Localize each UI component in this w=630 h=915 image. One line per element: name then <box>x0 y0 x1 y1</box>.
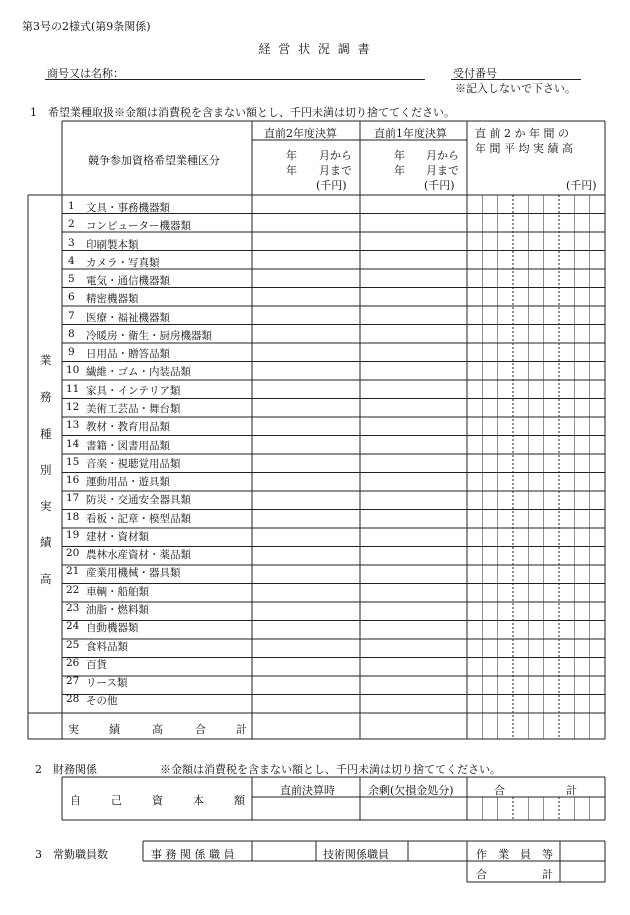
row-label: 教材・教育用品類 <box>86 421 170 433</box>
equity-label-char: 資 <box>152 794 163 807</box>
section1-heading: 1 希望業種取扱※金額は消費税を含まない額とし、千円未満は切り捨ててください。 <box>30 106 455 119</box>
row-number: 21 <box>66 565 80 577</box>
row-label: 百貨 <box>86 659 107 671</box>
period-1yr-to-year: 年 <box>394 164 405 177</box>
avg-header-line2: 年 間 平 均 実 績 高 <box>475 142 573 155</box>
row-label: 印刷製本類 <box>86 239 139 251</box>
office-staff-label: 事 務 関 係 職 員 <box>151 848 235 861</box>
row-number: 10 <box>66 364 80 376</box>
col-category-header: 競争参加資格希望業種区分 <box>88 154 220 167</box>
vertical-label-char: 高 <box>40 572 52 586</box>
section2-note: ※金額は消費税を含まない額とし、千円未満は切り捨ててください。 <box>160 763 501 776</box>
vertical-label-char: 務 <box>40 390 52 404</box>
row-label: 農林水産資材・薬品類 <box>86 549 191 561</box>
staff-total-char: 合 <box>476 868 487 881</box>
row-number: 4 <box>68 255 75 267</box>
total-label-char: 高 <box>152 723 163 736</box>
receipt-note: ※記入しないで下さい。 <box>455 82 576 95</box>
company-name-label: 商号又は名称： <box>47 67 124 80</box>
row-label: 書籍・図書用品類 <box>86 440 170 452</box>
row-number: 23 <box>66 602 80 614</box>
row-number: 19 <box>66 529 80 541</box>
row-number: 13 <box>66 419 80 431</box>
col-1yr-header: 直前1年度決算 <box>374 127 447 140</box>
col-surplus: 余剰(欠損金処分) <box>368 784 454 797</box>
period-1yr-from-year: 年 <box>394 149 405 162</box>
period-2yr-to-year: 年 <box>286 164 297 177</box>
equity-label-char: 己 <box>111 794 122 807</box>
row-number: 26 <box>66 657 80 669</box>
row-label: 家具・インテリア類 <box>86 385 181 397</box>
section3-heading: 3 常勤職員数 <box>35 848 108 861</box>
row-label: コンピューター機器類 <box>86 220 191 232</box>
row-label: 音楽・視聴覚用品類 <box>86 458 181 470</box>
tech-staff-label: 技術関係職員 <box>323 848 389 861</box>
page-title: 経 営 状 況 調 書 <box>258 42 372 56</box>
row-number: 17 <box>66 492 80 504</box>
section2-heading: 2 財務関係 <box>35 763 97 776</box>
equity-label-char: 本 <box>193 794 204 807</box>
row-label: 冷暖房・衛生・厨房機器類 <box>86 330 212 342</box>
row-label: 電気・通信機器類 <box>86 275 170 287</box>
worker-label: 作 業 員 等 <box>476 848 553 861</box>
equity-label-char: 自 <box>70 794 81 807</box>
row-label: 美術工芸品・舞台類 <box>86 403 181 415</box>
vertical-label-char: 別 <box>40 463 52 477</box>
row-number: 22 <box>66 584 80 596</box>
row-number: 9 <box>68 346 75 358</box>
row-label: 車輌・船舶類 <box>86 586 149 598</box>
row-label: 産業用機械・器具類 <box>86 567 181 579</box>
row-number: 25 <box>66 639 80 651</box>
row-number: 14 <box>66 438 80 450</box>
total-label-char: 合 <box>195 723 206 736</box>
unit-2yr: (千円) <box>316 179 347 192</box>
unit-1yr: (千円) <box>424 179 455 192</box>
vertical-label-char: 実 <box>40 499 52 513</box>
row-label: 日用品・贈答品類 <box>86 348 170 360</box>
period-1yr-from-month: 月から <box>426 149 459 162</box>
total-label-char: 績 <box>109 723 120 736</box>
row-label: その他 <box>86 695 118 707</box>
staff-total-char: 計 <box>542 868 553 881</box>
row-number: 16 <box>66 474 80 486</box>
row-number: 8 <box>68 328 75 340</box>
col-total-char: 合 <box>494 784 505 797</box>
row-number: 24 <box>66 620 80 632</box>
row-number: 6 <box>68 291 75 303</box>
row-number: 7 <box>68 310 75 322</box>
equity-label-char: 額 <box>234 794 245 807</box>
row-number: 3 <box>68 237 75 249</box>
row-number: 12 <box>66 401 80 413</box>
row-number: 28 <box>66 693 80 705</box>
row-number: 5 <box>68 273 75 285</box>
col-latest-settlement: 直前決算時 <box>280 784 335 797</box>
row-number: 20 <box>66 547 80 559</box>
row-label: 医療・福祉機器類 <box>86 312 170 324</box>
period-2yr-to-month: 月まで <box>319 164 352 177</box>
vertical-label-char: 績 <box>40 535 52 549</box>
row-label: 精密機器類 <box>86 293 139 305</box>
row-label: 看板・記章・模型品類 <box>86 513 191 525</box>
row-label: 運動用品・遊具類 <box>86 476 170 488</box>
row-number: 2 <box>68 218 75 230</box>
unit-avg: (千円) <box>566 179 597 192</box>
row-label: 防災・交通安全器具類 <box>86 494 191 506</box>
period-2yr-from-year: 年 <box>286 149 297 162</box>
row-number: 1 <box>68 200 75 212</box>
period-2yr-from-month: 月から <box>319 149 352 162</box>
row-number: 11 <box>66 383 80 395</box>
row-label: 自動機器類 <box>86 622 139 634</box>
vertical-label-char: 業 <box>40 353 52 367</box>
row-label: 繊維・ゴム・内装品類 <box>86 366 191 378</box>
total-label-char: 計 <box>236 723 247 736</box>
col-2yr-header: 直前2年度決算 <box>264 127 337 140</box>
avg-header-line1: 直 前 2 か 年 間 の <box>475 127 569 140</box>
row-number: 18 <box>66 511 80 523</box>
row-label: リース類 <box>86 677 128 689</box>
form-number: 第3号の2様式(第9条関係) <box>22 20 151 33</box>
row-label: カメラ・写真類 <box>86 257 160 269</box>
period-1yr-to-month: 月まで <box>426 164 459 177</box>
row-label: 油脂・燃料類 <box>86 604 149 616</box>
row-label: 文具・事務機器類 <box>86 202 170 214</box>
receipt-number-label: 受付番号 <box>453 67 497 80</box>
row-number: 15 <box>66 456 80 468</box>
row-number: 27 <box>66 675 80 687</box>
row-label: 食料品類 <box>86 641 128 653</box>
col-total-char: 計 <box>566 784 577 797</box>
vertical-label-char: 種 <box>40 427 52 441</box>
row-label: 建材・資材類 <box>86 531 149 543</box>
total-label-char: 実 <box>68 723 79 736</box>
